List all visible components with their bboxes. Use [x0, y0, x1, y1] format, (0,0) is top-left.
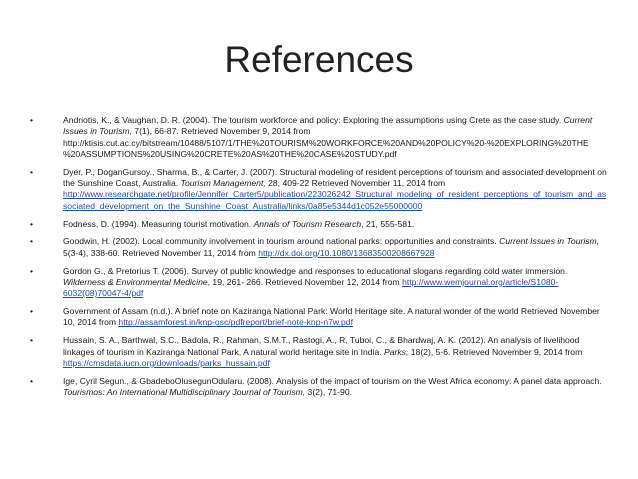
reference-text: Gordon G., & Pretorius T. (2006). Survey of public knowledge and responses to educational slogans regarding cold water immersion. [63, 265, 568, 276]
reference-journal: Parks, [384, 346, 409, 357]
reference-bullet: • [30, 265, 34, 276]
reference-details: 18(2), 5-6. Retrieved November 9, 2014 from [408, 346, 583, 357]
reference-bullet: • [30, 306, 34, 317]
reference-details: , 21, 555-581. [361, 218, 415, 229]
reference-link[interactable]: https://cmsdata.iucn.org/downloads/parks_hussain.pdf [63, 357, 270, 368]
reference-journal: Current Issues in Tourism [63, 115, 593, 137]
reference-details: 28, 409-22 Retrieved November 11, 2014 from [265, 178, 446, 189]
reference-details: , 7(1), 66-87. Retrieved November 9, 2014 from http://ktisis.cut.ac.cy/bitstream/10488/5107/1/THE%20TOURISM%20WORKFORCE%20AND%20POLICY%20-%20EXPLORING%20THE %20ASSUMPTIONS%20USING%20CRETE%20AS%20THE%20CASE%20STUDY.pdf [63, 126, 589, 159]
reference-link[interactable]: http://www.wemjournal.org/article/S1080-6032(08)70047-4/pdf [63, 276, 559, 299]
reference-list [30, 115, 610, 405]
reference-item [30, 167, 610, 212]
reference-journal: Tourismos: An International Multidisciplinary Journal of Tourism, [63, 387, 306, 398]
reference-item [30, 376, 610, 399]
reference-bullet: • [30, 115, 34, 125]
reference-item [30, 306, 610, 329]
reference-bullet: • [30, 236, 34, 247]
reference-text: Ige, Cyril Segun., & GbadeboOlusegunOdularu. (2008). Analysis of the impact of tourism on the West Africa economy: A panel data approach. [63, 375, 602, 386]
reference-text: Dyer, P., DoganGursoy., Sharma, B., & Carter, J. (2007). Structural modeling of resident perceptions of tourism and associated development on the Sunshine Coast, Australia. [63, 166, 607, 189]
reference-journal: Annals of Tourism Research [253, 218, 362, 229]
reference-item [30, 219, 610, 230]
reference-text: Goodwin, H. (2002). Local community involvement in tourism around national parks: opportunities and constraints. [63, 236, 500, 247]
reference-journal: Wilderness & Environmental Medicine [63, 276, 208, 287]
reference-details: , 19, 261- 266. Retrieved November 12, 2014 from [207, 276, 403, 287]
reference-bullet: • [30, 335, 34, 346]
reference-text: Andriotis, K., & Vaughan, D. R. (2004). The tourism workforce and policy: Exploring the assumptions using Crete as the case study. [63, 115, 564, 125]
reference-bullet: • [30, 375, 34, 386]
reference-text: Government of Assam (n.d.). A brief note on Kaziranga National Park: World Heritage site. A natural wonder of the world Retrieved November 10, 2014 from [63, 306, 600, 328]
reference-journal: Tourism Management, [180, 178, 266, 189]
reference-text: Hussain, S. A., Barthwal, S.C., Badola, R., Rahman, S.M.T., Rastogi, A., R, Tuboi, C., & Bhardwaj, A. K. (2012). An analysis of livelihood linkages of tourism in Kaziranga National Park, A natural world heritage site in India. [63, 335, 580, 357]
reference-journal: Current Issues in Tourism, [499, 236, 600, 247]
reference-link[interactable]: http://www.researchgate.net/profile/Jennifer_Carter5/publication/223026242_Structural_modeling_of_resident_perceptions_of_tourism_and_associated_development_on_the_Sunshine_Coast_Australia/links/0a85e5344d1c052e55000000 [63, 189, 607, 211]
reference-bullet: • [30, 218, 34, 229]
page-title: References [224, 39, 414, 80]
reference-link[interactable]: http://assamforest.in/knp-osc/pdfreport/brief-note-knp-n7w.pdf [118, 317, 353, 328]
reference-item [30, 266, 610, 300]
reference-text: Fodness, D. (1994). Measuring tourist motivation. [63, 218, 254, 229]
reference-item [30, 115, 610, 160]
reference-link[interactable]: http://dx.doi.org/10.1080/13683500208667928 [258, 247, 435, 258]
reference-item [30, 335, 610, 369]
reference-bullet: • [30, 166, 34, 177]
reference-details: 3(2), 71-90. [305, 387, 352, 398]
reference-details: 5(3-4), 338-60. Retrieved November 11, 2014 from [63, 247, 259, 258]
reference-item [30, 236, 610, 259]
